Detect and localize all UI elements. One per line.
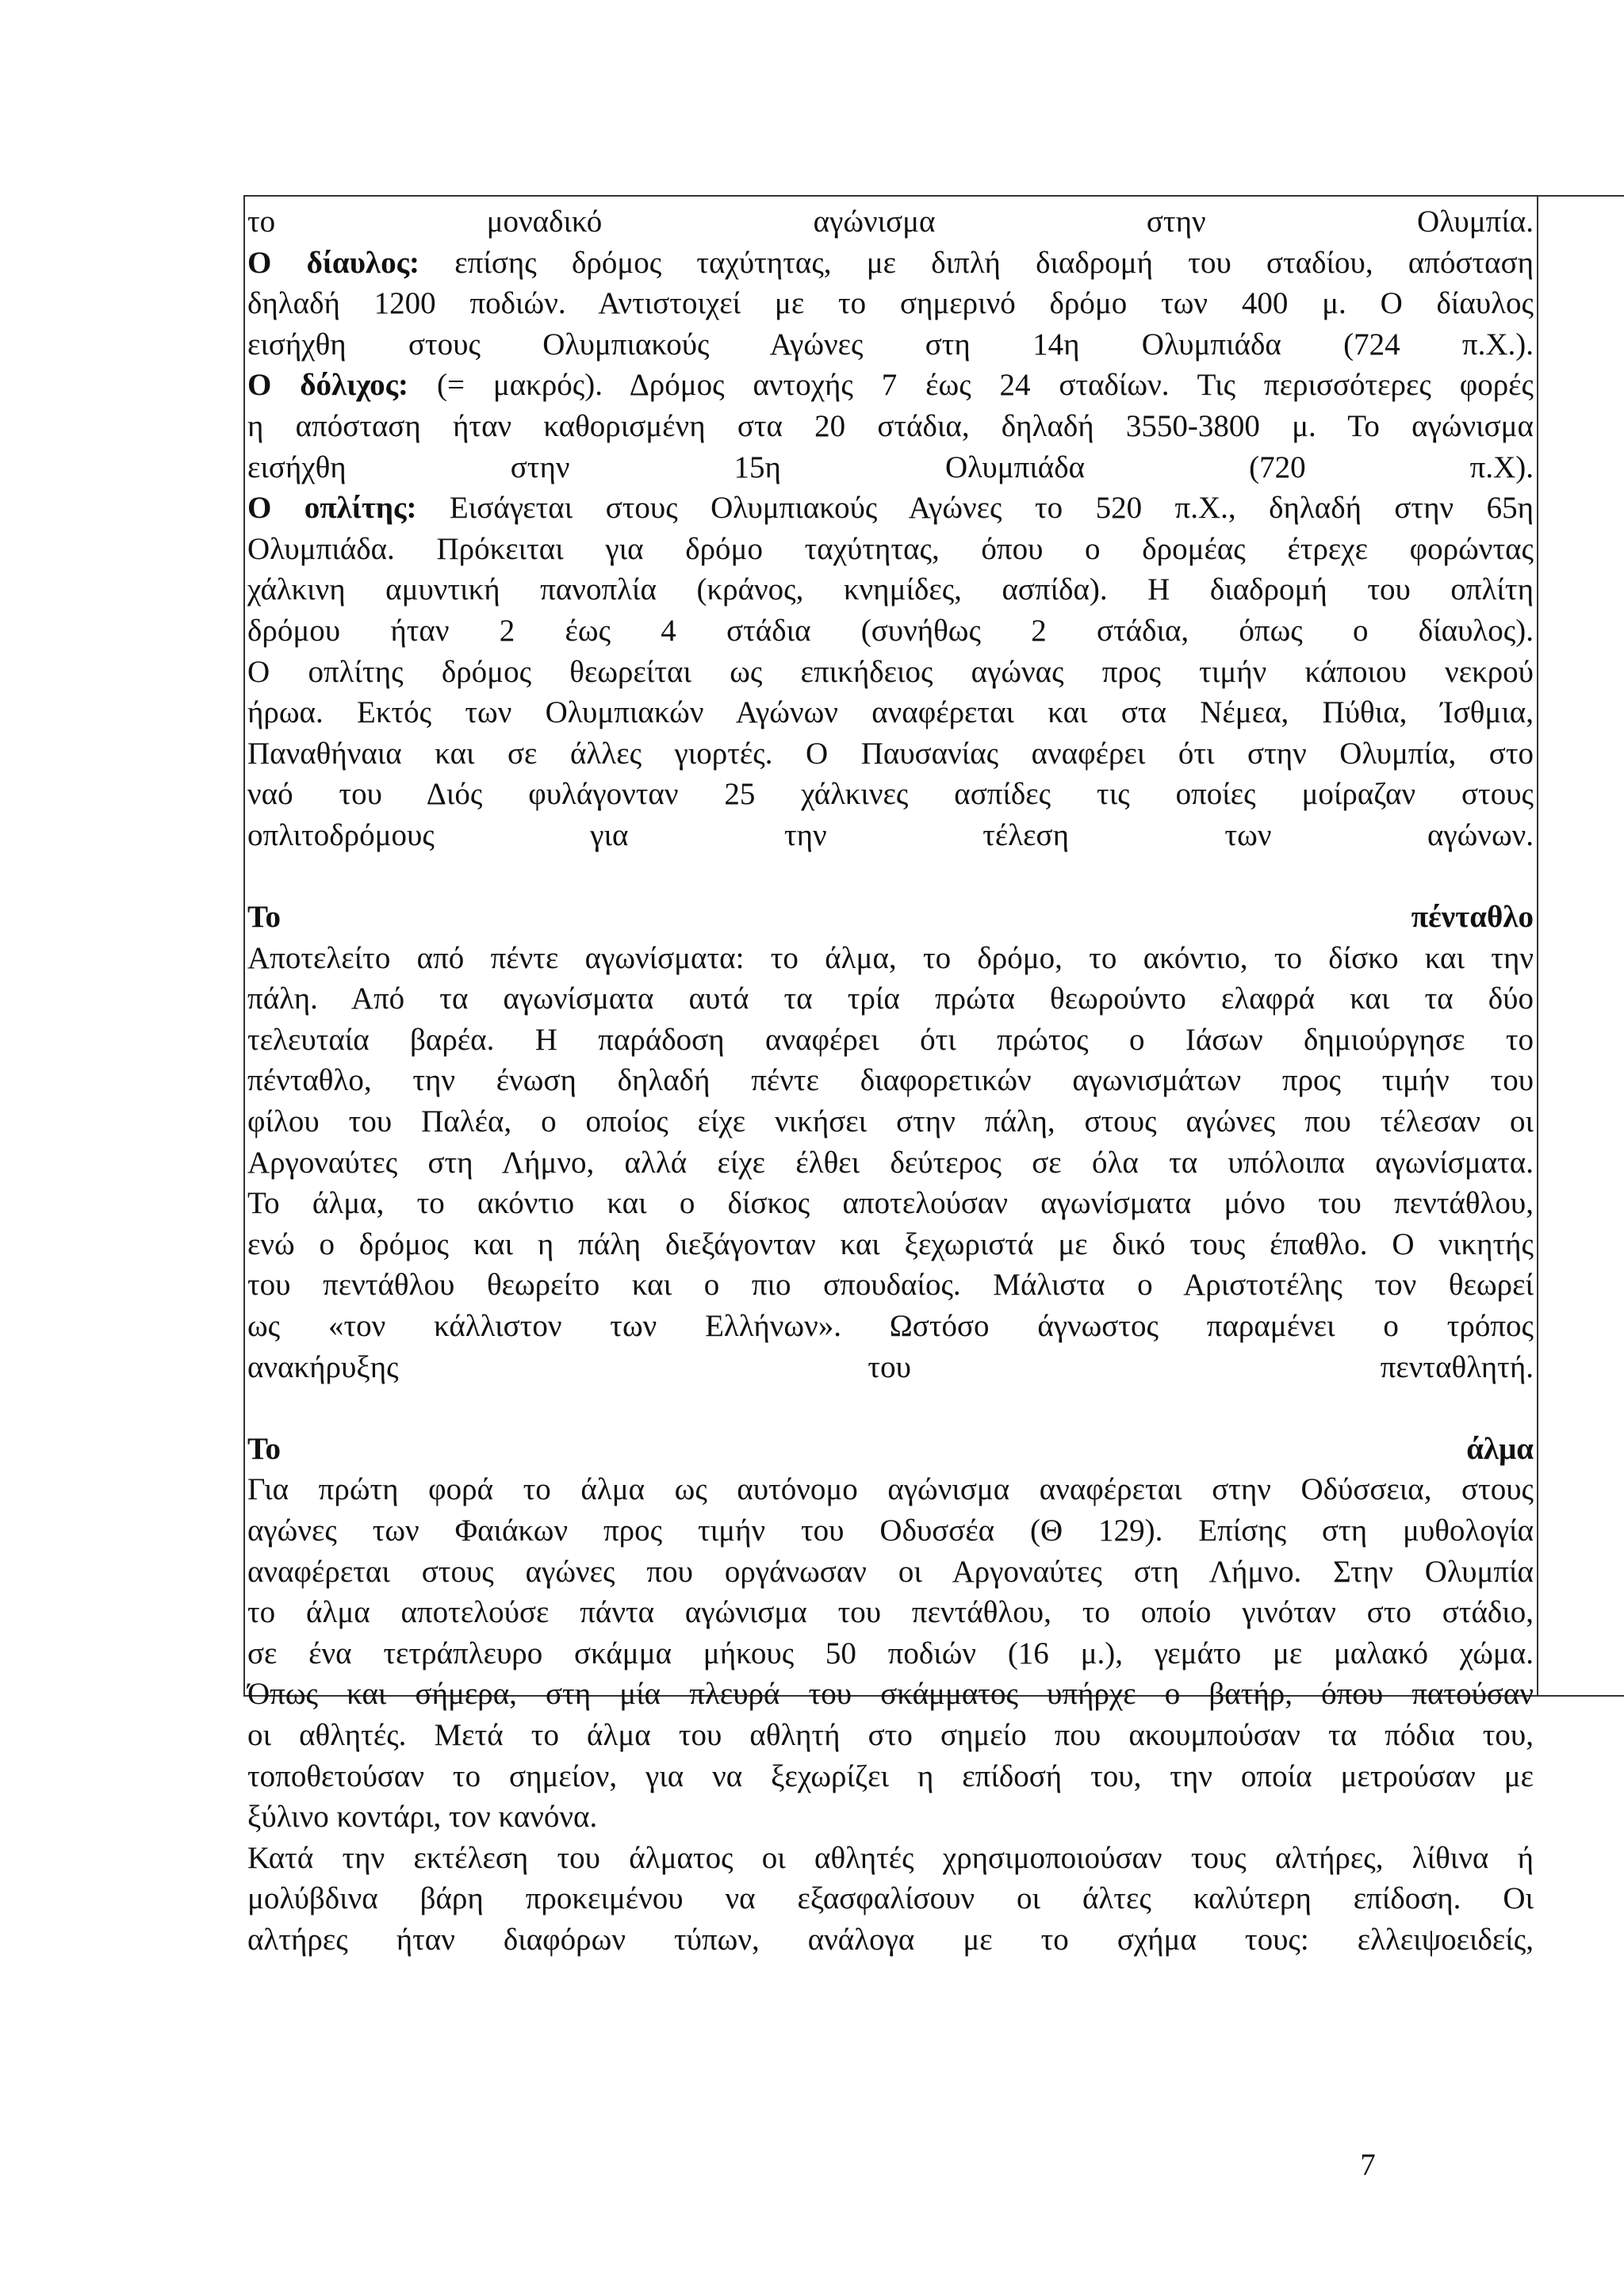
text-line [247,365,1534,406]
text-segment: το μοναδικό αγώνισμα στην Ολυμπία. [247,205,1534,239]
text-segment: Εισάγεται στους Ολυμπιακούς Αγώνες το 520 π.Χ., δηλαδή στην 65η [416,491,1534,526]
text-line [247,774,1534,815]
table-bottom-border-extension [1537,1695,1624,1697]
text-segment: του πεντάθλου θεωρείτο και ο πιο σπουδαίος. Μάλιστα ο Αριστοτέλης τον θεωρεί [247,1268,1534,1303]
text-segment: οι αθλητές. Μετά το άλμα του αθλητή στο σημείο που ακουμπούσαν τα πόδια του, [247,1717,1534,1752]
text-line [247,1020,1534,1061]
text-line [247,1429,1534,1470]
text-segment: ενώ ο δρόμος και η πάλη διεξάγονταν και ξεχωριστά με δικό τους έπαθλο. Ο νικητής [247,1226,1534,1261]
text-segment: το άλμα αποτελούσε πάντα αγώνισμα του πεντάθλου, το οποίο γινόταν στο στάδιο, [247,1595,1534,1630]
text-segment: επίσης δρόμος ταχύτητας, με διπλή διαδρομή του σταδίου, απόσταση [419,245,1534,280]
text-segment: εισήχθη στους Ολυμπιακούς Αγώνες στη 14η Ολυμπιάδα (724 π.Χ.). [247,327,1534,362]
text-line [247,324,1534,365]
blank-line [247,1387,1534,1429]
text-line [247,652,1534,693]
text-segment: σε ένα τετράπλευρο σκάμμα μήκους 50 ποδιών (16 μ.), γεμάτο με μαλακό χώμα. [247,1636,1534,1670]
text-segment: αναφέρεται στους αγώνες που οργάνωσαν οι Αργοναύτες στη Λήμνο. Στην Ολυμπία [247,1554,1534,1589]
text-line [247,1592,1534,1633]
text-line [247,569,1534,610]
text-segment: Όπως και σήμερα, στη μία πλευρά του σκάμματος υπήρχε ο βατήρ, όπου πατούσαν [247,1677,1534,1712]
text-segment: μολύβδινα βάρη προκειμένου να εξασφαλίσουν οι άλτες καλύτερη επίδοση. Οι [247,1881,1534,1916]
bold-text-segment: Το πένταθλο [247,900,1534,935]
text-segment: τοποθετούσαν το σημείον, για να ξεχωρίζει η επίδοσή του, την οποία μετρούσαν με [247,1758,1534,1793]
text-line [247,1469,1534,1510]
bold-text-segment: Ο δίαυλος: [247,245,420,280]
text-line [247,1878,1534,1919]
text-segment: Ολυμπιάδα. Πρόκειται για δρόμο ταχύτητας, όπου ο δρομέας έτρεχε φορώντας [247,531,1534,566]
text-line [247,897,1534,938]
bold-text-segment: Ο οπλίτης: [247,491,417,526]
page-number: 7 [1360,2148,1376,2182]
text-segment: Αργοναύτες στη Λήμνο, αλλά είχε έλθει δεύτερος σε όλα τα υπόλοιπα αγωνίσματα. [247,1145,1534,1180]
text-segment: Κατά την εκτέλεση του άλματος οι αθλητές χρησιμοποιούσαν τους αλτήρες, λίθινα ή [247,1840,1534,1875]
text-line [247,1101,1534,1142]
text-segment: οπλιτοδρόμους για την τέλεση των αγώνων. [247,817,1534,852]
text-line [247,1552,1534,1593]
text-segment: φίλου του Παλέα, ο οποίος είχε νικήσει στην πάλη, στους αγώνες που τέλεσαν οι [247,1104,1534,1139]
table-top-border-extension [1537,195,1624,197]
text-line [247,1797,1534,1838]
text-segment: χάλκινη αμυντική πανοπλία (κράνος, κνημίδες, ασπίδα). Η διαδρομή του οπλίτη [247,572,1534,607]
text-line [247,243,1534,284]
text-segment: ήρωα. Εκτός των Ολυμπιακών Αγώνων αναφέρεται και στα Νέμεα, Πύθια, Ίσθμια, [247,695,1534,730]
text-line [247,447,1534,488]
text-segment: Το άλμα, το ακόντιο και ο δίσκος αποτελούσαν αγωνίσματα μόνο του πεντάθλου, [247,1186,1534,1221]
text-line [247,1633,1534,1674]
text-line [247,1715,1534,1756]
text-segment: πάλη. Από τα αγωνίσματα αυτά τα τρία πρώτα θεωρούντο ελαφρά και τα δύο [247,982,1534,1016]
text-line [247,1756,1534,1797]
text-line [247,1306,1534,1347]
text-line [247,406,1534,447]
text-segment: ανακήρυξης του πενταθλητή. [247,1349,1534,1384]
text-segment: ναό του Διός φυλάγονταν 25 χάλκινες ασπίδες τις οποίες μοίραζαν στους [247,777,1534,812]
text-line [247,283,1534,324]
text-line [247,978,1534,1020]
text-segment: τελευταία βαρέα. Η παράδοση αναφέρει ότι πρώτος ο Ιάσων δημιούργησε το [247,1022,1534,1057]
text-line [247,1838,1534,1879]
blank-line [247,856,1534,897]
text-segment: Αποτελείτο από πέντε αγωνίσματα: το άλμα, το δρόμο, το ακόντιο, το δίσκο και την [247,940,1534,975]
text-line [247,1224,1534,1265]
text-segment: δηλαδή 1200 ποδιών. Αντιστοιχεί με το σημερινό δρόμο των 400 μ. Ο δίαυλος [247,286,1534,321]
text-segment: ξύλινο κοντάρι, τον κανόνα. [247,1800,598,1835]
text-line [247,815,1534,856]
text-segment: εισήχθη στην 15η Ολυμπιάδα (720 π.Χ). [247,450,1534,484]
text-line [247,529,1534,570]
text-line [247,692,1534,733]
text-segment: αγώνες των Φαιάκων προς τιμήν του Οδυσσέα (Θ 129). Επίσης στη μυθολογία [247,1513,1534,1548]
text-line [247,1674,1534,1715]
bold-text-segment: Ο δόλιχος: [247,368,409,403]
text-line [247,1183,1534,1224]
text-line [247,1060,1534,1101]
text-segment: Ο οπλίτης δρόμος θεωρείται ως επικήδειος αγώνας προς τιμήν κάποιου νεκρού [247,654,1534,689]
text-line [247,201,1534,243]
text-segment: ως «τον κάλλιστον των Ελλήνων». Ωστόσο άγνωστος παραμένει ο τρόπος [247,1309,1534,1344]
text-segment: πένταθλο, την ένωση δηλαδή πέντε διαφορετικών αγωνισμάτων προς τιμήν του [247,1063,1534,1098]
text-segment: Για πρώτη φορά το άλμα ως αυτόνομο αγώνισμα αναφέρεται στην Οδύσσεια, στους [247,1472,1534,1507]
text-line [247,938,1534,979]
text-line [247,1142,1534,1184]
text-line [247,1919,1534,1961]
body-text [247,201,1534,1961]
text-segment: αλτήρες ήταν διαφόρων τύπων, ανάλογα με το σχήμα τους: ελλειψοειδείς, [247,1922,1534,1957]
text-line [247,610,1534,652]
text-line [247,1347,1534,1388]
text-line [247,1510,1534,1552]
text-segment: Παναθήναια και σε άλλες γιορτές. Ο Παυσανίας αναφέρει ότι στην Ολυμπία, στο [247,736,1534,771]
bold-text-segment: Το άλμα [247,1431,1534,1466]
text-segment: δρόμου ήταν 2 έως 4 στάδια (συνήθως 2 στάδια, όπως ο δίαυλος). [247,613,1534,648]
text-line [247,488,1534,529]
text-segment: (= μακρός). Δρόμος αντοχής 7 έως 24 σταδίων. Τις περισσότερες φορές [408,368,1534,403]
text-segment: η απόσταση ήταν καθορισμένη στα 20 στάδια, δηλαδή 3550-3800 μ. Το αγώνισμα [247,408,1534,443]
text-line [247,733,1534,775]
text-line [247,1265,1534,1306]
